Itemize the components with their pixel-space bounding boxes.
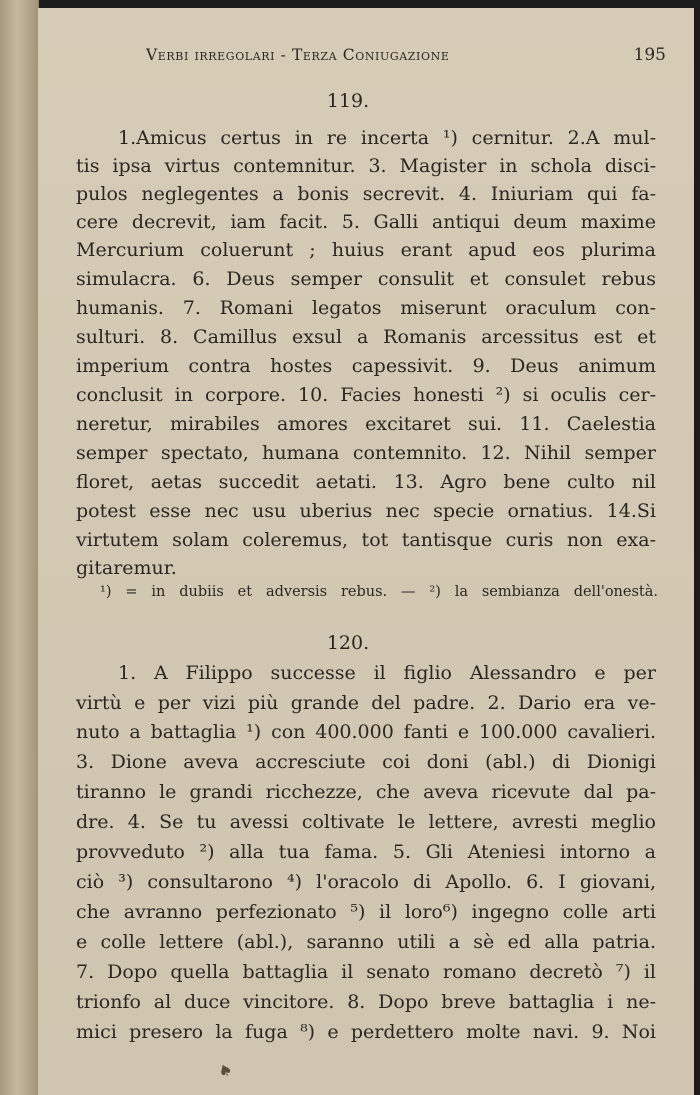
running-title: Verbi irregolari - Terza Coniugazione xyxy=(146,46,450,64)
text-line: tiranno le grandi ricchezze, che aveva ricevute dal pa- xyxy=(76,781,656,803)
book-binding-gutter xyxy=(0,0,39,1095)
text-line: 1. A Filippo successe il figlio Alessandro e per xyxy=(118,662,656,684)
text-line: trionfo al duce vincitore. 8. Dopo breve battaglia i ne- xyxy=(76,991,656,1013)
text-line: Mercurium coluerunt ; huius erant apud eos plurima xyxy=(76,239,656,261)
text-line: mici presero la fuga ⁸) e perdettero molte navi. 9. Noi xyxy=(76,1021,656,1043)
text-line: neretur, mirabiles amores excitaret sui. 11. Caelestia xyxy=(76,413,656,435)
text-line: virtutem solam coleremus, tot tantisque curis non exa- xyxy=(76,529,656,551)
exercise-number: 120. xyxy=(326,632,370,654)
book-page xyxy=(38,8,694,1095)
text-line: simulacra. 6. Deus semper consulit et consulet rebus xyxy=(76,268,656,290)
page-number: 195 xyxy=(633,45,666,65)
text-line: potest esse nec usu uberius nec specie ornatius. 14.Si xyxy=(76,500,656,522)
text-line: semper spectato, humana contemnito. 12. Nihil semper xyxy=(76,442,656,464)
top-scan-border xyxy=(0,0,700,8)
text-line: sulturi. 8. Camillus exsul a Romanis arcessitus est et xyxy=(76,326,656,348)
text-line: provveduto ²) alla tua fama. 5. Gli Ateniesi intorno a xyxy=(76,841,656,863)
ink-smudge-mark: ♠ xyxy=(214,1058,236,1083)
text-line: virtù e per vizi più grande del padre. 2. Dario era ve- xyxy=(76,692,656,714)
text-line: pulos neglegentes a bonis secrevit. 4. Iniuriam qui fa- xyxy=(76,183,656,205)
text-line: e colle lettere (abl.), saranno utili a sè ed alla patria. xyxy=(76,931,656,953)
text-line: nuto a battaglia ¹) con 400.000 fanti e 100.000 cavalieri. xyxy=(76,721,656,743)
footnote: ¹) = in dubiis et adversis rebus. — ²) la sembianza dell'onestà. xyxy=(100,584,658,600)
text-line: cere decrevit, iam facit. 5. Galli antiqui deum maxime xyxy=(76,211,656,233)
text-line: imperium contra hostes capessivit. 9. Deus animum xyxy=(76,355,656,377)
text-line: 1.Amicus certus in re incerta ¹) cernitur. 2.A mul- xyxy=(118,127,656,149)
page-header xyxy=(146,45,666,65)
text-line: che avranno perfezionato ⁵) il loro⁶) ingegno colle arti xyxy=(76,901,656,923)
text-line: dre. 4. Se tu avessi coltivate le lettere, avresti meglio xyxy=(76,811,656,833)
text-line: 7. Dopo quella battaglia il senato romano decretò ⁷) il xyxy=(76,961,656,983)
right-scan-border xyxy=(694,0,700,1095)
text-line: 3. Dione aveva accresciute coi doni (abl.) di Dionigi xyxy=(76,751,656,773)
text-line: conclusit in corpore. 10. Facies honesti ²) si oculis cer- xyxy=(76,384,656,406)
text-line: ciò ³) consultarono ⁴) l'oracolo di Apollo. 6. I giovani, xyxy=(76,871,656,893)
exercise-number: 119. xyxy=(326,90,370,112)
text-line: gitaremur. xyxy=(76,557,177,579)
text-line: floret, aetas succedit aetati. 13. Agro bene culto nil xyxy=(76,471,656,493)
text-line: tis ipsa virtus contemnitur. 3. Magister in schola disci- xyxy=(76,155,656,177)
text-line: humanis. 7. Romani legatos miserunt oraculum con- xyxy=(76,297,656,319)
